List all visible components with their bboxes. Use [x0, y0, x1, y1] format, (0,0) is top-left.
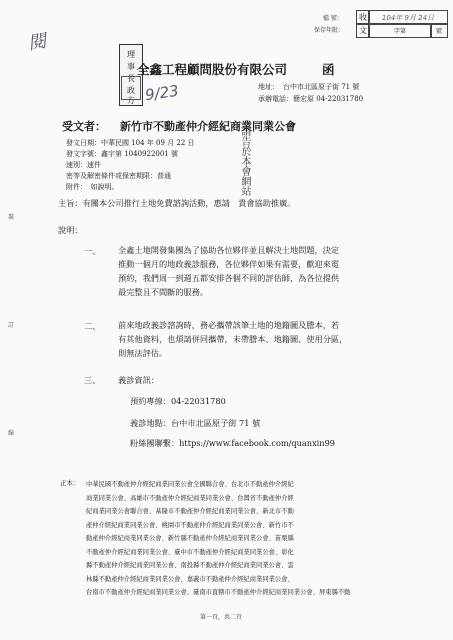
cc-line-1: 中華民國不動產仲介經紀商業同業公會全國聯合會、台北市不動產仲介經紀	[86, 481, 294, 488]
page-number: 第一頁，共二頁	[200, 614, 243, 621]
item-1-body	[118, 243, 418, 299]
handwritten-date-note: 9/23	[143, 81, 180, 105]
company-address: 台中市北區原子街 71 號	[283, 83, 360, 91]
item-2-body	[118, 318, 418, 360]
item-2-number: 二、	[84, 321, 101, 331]
cc-line-2: 商業同業公會、高雄市不動產仲介經紀商業同業公會、台灣省不動產仲介經	[86, 494, 294, 502]
item-3-line-1: 義診資訊：	[118, 375, 159, 385]
address-label: 地址：	[258, 83, 279, 91]
item-1-line-3: 預約，我們周一到週五都安排各個不同的評估師，為各位提供	[118, 273, 340, 283]
item-1-number: 一、	[84, 246, 101, 256]
signature-stamp	[121, 76, 141, 100]
secrecy: 密等及解密條件或保密期限：普通	[66, 172, 171, 180]
info-fanpage: 粉絲團聯繫：https://www.facebook.com/quanxin99	[130, 438, 335, 448]
subject: 主旨：有關本公司推行土地免費諮詢活動，惠請 貴會協助推廣。	[58, 198, 296, 208]
svg-text:政: 政	[127, 86, 135, 95]
item-1-line-4: 最完整且不間斷的服務。	[118, 287, 209, 297]
cc-line-9: 台南市不動產仲介經紀商業同業公會、臺南市直轄市不動產仲介經紀商業同業公會、屏東縣不動	[86, 589, 351, 596]
stamp-word-label: 文	[356, 23, 370, 38]
svg-text:長: 長	[127, 74, 135, 83]
item-2-line-3: 則無法評估。	[118, 348, 168, 358]
archive-label: 檔 號：	[323, 15, 343, 22]
company-title: 全鑫工程顧問股份有限公司	[137, 62, 288, 77]
doc-type: 函	[322, 62, 335, 77]
svg-text:事: 事	[127, 62, 135, 71]
item-1-line-1: 全鑫土地開發集團為了協助各位夥伴並且解決土地問題，決定	[118, 245, 340, 255]
cc-line-6: 不動產仲介經紀商業同業公會、臺中市不動產仲介經紀商業同業公會、彰化	[86, 548, 294, 556]
cc-label: 正本：	[60, 479, 80, 487]
company-contact: 承辦電話：簡宏原 04-22031780	[258, 95, 364, 103]
handwritten-read-mark: 閱	[26, 30, 48, 55]
line-mark: 線	[8, 430, 15, 437]
stamp-receive-label: 收	[356, 10, 370, 25]
issue-number: 發文字號：鑫宇第 1040922001 號	[66, 150, 178, 158]
stamp-date: 104年 9月 24日	[368, 10, 448, 25]
cc-list	[86, 478, 446, 600]
cc-line-3: 紀商業同業公會聯合會、基隆市不動產仲介經紀商業同業公會、新北市不動	[86, 508, 294, 515]
recipient-name: 新竹市不動產仲介經紀商業同業公會	[120, 120, 296, 133]
recipient-label: 受文者：	[62, 120, 106, 133]
binding-mark: 裝	[8, 214, 15, 221]
receive-stamp	[356, 10, 448, 38]
attachment: 附件： 如說明。	[66, 183, 119, 191]
svg-text:理: 理	[127, 50, 135, 59]
explanation-label: 說明：	[58, 225, 83, 235]
item-1-line-2: 推動一個月的地政義診服務，各位夥伴如果有需要，歡迎來電	[118, 259, 340, 269]
retention-label: 保存年限：	[314, 27, 345, 34]
cc-line-5: 動產仲介經紀商業同業公會、新竹縣不動產仲介經紀商業同業公會、苗栗縣	[86, 535, 294, 542]
item-3-number: 三、	[84, 375, 101, 385]
order-mark: 訂	[8, 322, 15, 329]
info-phone: 預約專線：04-22031780	[130, 396, 226, 406]
vertical-post-stamp: 請告於本會網站	[239, 126, 250, 196]
item-2-line-2: 有其他資料，也煩請併同攜帶，未帶謄本、地籍圖、使用分區，	[118, 334, 348, 344]
cc-line-8: 林縣不動產仲介經紀商業同業公會、嘉義市不動產仲介經紀商業同業公會、	[86, 575, 294, 583]
stamp-number-label: 號	[430, 23, 448, 38]
item-2-line-1: 前來地政義診諮詢時，務必攜帶該筆土地的地籍圖及謄本，若	[118, 320, 340, 330]
speed: 速別：速件	[66, 161, 101, 169]
cc-line-4: 產仲介經紀商業同業公會、桃園市不動產仲介經紀商業同業公會、新竹市不	[86, 521, 294, 529]
info-location: 義診地點：台中市北區原子街 71 號	[130, 418, 261, 428]
issue-date: 發文日期：中華民國 104 年 09 月 22 日	[66, 139, 195, 147]
stamp-word-value: 字第	[368, 23, 432, 38]
svg-text:方: 方	[127, 96, 135, 105]
cc-line-7: 縣不動產仲介經紀商業同業公會、南投縣不動產仲介經紀商業同業公會、雲	[86, 562, 294, 569]
